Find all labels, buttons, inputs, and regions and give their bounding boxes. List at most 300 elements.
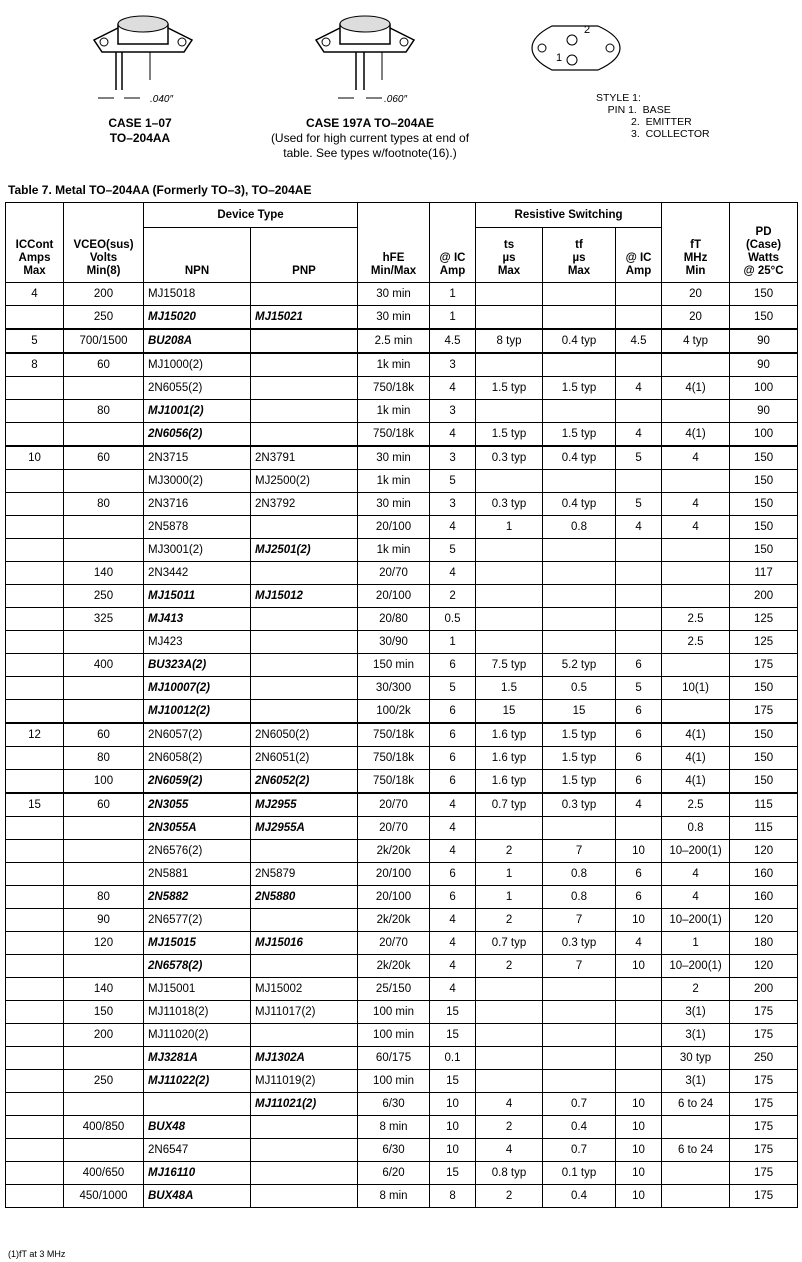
header-pd xyxy=(730,203,798,283)
cell-ft xyxy=(662,654,730,677)
cell-vceo: 60 xyxy=(64,446,144,470)
cell-hfe: 1k min xyxy=(358,470,430,493)
cell-at-ic-2: 10 xyxy=(616,1093,662,1116)
cell-pnp xyxy=(251,562,358,585)
case1-caption xyxy=(80,116,200,146)
table-row xyxy=(6,909,798,932)
cell-ts: 0.8 typ xyxy=(476,1162,543,1185)
cell-pd: 150 xyxy=(730,723,798,747)
cell-ts xyxy=(476,1047,543,1070)
transistor-spec-table xyxy=(5,202,798,1208)
cell-ft: 3(1) xyxy=(662,1070,730,1093)
cell-ft xyxy=(662,353,730,377)
cell-at-ic-2 xyxy=(616,978,662,1001)
table-row xyxy=(6,932,798,955)
cell-hfe: 20/100 xyxy=(358,863,430,886)
cell-tf: 1.5 typ xyxy=(543,423,616,447)
cell-vceo: 200 xyxy=(64,283,144,306)
cell-hfe: 8 min xyxy=(358,1116,430,1139)
cell-ft: 4 xyxy=(662,446,730,470)
cell-tf xyxy=(543,585,616,608)
cell-npn: BU208A xyxy=(144,329,251,353)
cell-ic-cont: 12 xyxy=(6,723,64,747)
cell-pnp xyxy=(251,677,358,700)
cell-hfe: 25/150 xyxy=(358,978,430,1001)
cell-pnp: 2N5880 xyxy=(251,886,358,909)
cell-ic-cont xyxy=(6,909,64,932)
cell-tf: 0.5 xyxy=(543,677,616,700)
cell-pnp xyxy=(251,955,358,978)
cell-ic-cont xyxy=(6,516,64,539)
cell-pd: 125 xyxy=(730,631,798,654)
cell-ts: 8 typ xyxy=(476,329,543,353)
cell-ft: 1 xyxy=(662,932,730,955)
cell-npn: 2N3442 xyxy=(144,562,251,585)
cell-pd: 100 xyxy=(730,377,798,400)
cell-hfe: 20/100 xyxy=(358,516,430,539)
header-amp2-label: Amp xyxy=(625,265,652,277)
cell-npn: MJ3000(2) xyxy=(144,470,251,493)
cell-at-ic: 0.1 xyxy=(430,1047,476,1070)
cell-pd: 150 xyxy=(730,283,798,306)
header-vceo-label: VCEO(sus) xyxy=(73,239,134,251)
cell-at-ic-2 xyxy=(616,1001,662,1024)
cell-tf xyxy=(543,1070,616,1093)
cell-pd: 175 xyxy=(730,1001,798,1024)
cell-ic-cont xyxy=(6,400,64,423)
cell-at-ic: 4 xyxy=(430,840,476,863)
cell-hfe: 30/90 xyxy=(358,631,430,654)
header-vceo xyxy=(64,203,144,283)
table-row xyxy=(6,470,798,493)
cell-npn: 2N6578(2) xyxy=(144,955,251,978)
cell-ic-cont: 5 xyxy=(6,329,64,353)
cell-vceo: 200 xyxy=(64,1024,144,1047)
header-amp-label: Amp xyxy=(439,265,466,277)
cell-pd: 115 xyxy=(730,793,798,817)
case-197a-drawing xyxy=(310,10,420,106)
cell-pnp: MJ11021(2) xyxy=(251,1093,358,1116)
cell-at-ic-2: 6 xyxy=(616,700,662,724)
cell-ft: 4 xyxy=(662,493,730,516)
cell-pd: 150 xyxy=(730,516,798,539)
cell-ts: 2 xyxy=(476,1185,543,1208)
cell-pnp: 2N6050(2) xyxy=(251,723,358,747)
header-volts-label: Volts xyxy=(89,252,118,264)
cell-ft: 10–200(1) xyxy=(662,955,730,978)
cell-pd: 90 xyxy=(730,353,798,377)
cell-pd: 100 xyxy=(730,423,798,447)
table-row xyxy=(6,723,798,747)
cell-tf: 1.5 typ xyxy=(543,747,616,770)
cell-at-ic: 4 xyxy=(430,978,476,1001)
cell-at-ic: 4 xyxy=(430,817,476,840)
cell-ts xyxy=(476,562,543,585)
cell-ft: 4(1) xyxy=(662,770,730,794)
cell-at-ic: 0.5 xyxy=(430,608,476,631)
cell-tf xyxy=(543,608,616,631)
cell-ts: 2 xyxy=(476,1116,543,1139)
cell-at-ic: 1 xyxy=(430,283,476,306)
cell-pnp xyxy=(251,1024,358,1047)
table-header xyxy=(6,203,798,283)
style-line: 2. EMITTER xyxy=(596,116,692,128)
cell-npn: MJ413 xyxy=(144,608,251,631)
cell-vceo: 80 xyxy=(64,493,144,516)
cell-hfe: 2k/20k xyxy=(358,955,430,978)
cell-pd: 160 xyxy=(730,863,798,886)
header-amps-label: Amps xyxy=(18,252,51,264)
cell-ts xyxy=(476,1070,543,1093)
cell-ft: 2 xyxy=(662,978,730,1001)
cell-tf xyxy=(543,562,616,585)
cell-vceo: 140 xyxy=(64,978,144,1001)
table-row xyxy=(6,863,798,886)
cell-ic-cont xyxy=(6,306,64,330)
cell-at-ic-2 xyxy=(616,1070,662,1093)
cell-ts: 1.5 typ xyxy=(476,423,543,447)
cell-ic-cont xyxy=(6,770,64,794)
cell-npn: 2N3055 xyxy=(144,793,251,817)
cell-hfe: 20/70 xyxy=(358,562,430,585)
table-row xyxy=(6,840,798,863)
table-row xyxy=(6,700,798,724)
cell-pnp: MJ2501(2) xyxy=(251,539,358,562)
cell-vceo: 150 xyxy=(64,1001,144,1024)
cell-pnp xyxy=(251,1116,358,1139)
cell-ft: 3(1) xyxy=(662,1024,730,1047)
cell-pd: 200 xyxy=(730,585,798,608)
cell-hfe: 6/30 xyxy=(358,1139,430,1162)
table-row xyxy=(6,654,798,677)
cell-ft xyxy=(662,700,730,724)
table-row xyxy=(6,539,798,562)
cell-tf xyxy=(543,1001,616,1024)
cell-at-ic-2: 10 xyxy=(616,1162,662,1185)
header-hfe xyxy=(358,203,430,283)
header-min8-label: Min(8) xyxy=(86,265,121,277)
cell-hfe: 30 min xyxy=(358,283,430,306)
table-row xyxy=(6,446,798,470)
cell-ic-cont xyxy=(6,1024,64,1047)
cell-pd: 175 xyxy=(730,1162,798,1185)
style-line: PIN 1. BASE xyxy=(596,104,671,116)
cell-ts: 2 xyxy=(476,840,543,863)
cell-hfe: 20/100 xyxy=(358,886,430,909)
cell-at-ic: 4 xyxy=(430,955,476,978)
cell-pnp: MJ15002 xyxy=(251,978,358,1001)
cell-ft: 6 to 24 xyxy=(662,1139,730,1162)
cell-pnp xyxy=(251,608,358,631)
cell-npn: 2N6059(2) xyxy=(144,770,251,794)
cell-pd: 250 xyxy=(730,1047,798,1070)
cell-at-ic-2 xyxy=(616,400,662,423)
cell-ic-cont xyxy=(6,747,64,770)
cell-ft xyxy=(662,470,730,493)
header-ts xyxy=(476,228,543,283)
cell-vceo xyxy=(64,470,144,493)
cell-ic-cont xyxy=(6,840,64,863)
cell-vceo: 140 xyxy=(64,562,144,585)
table-row xyxy=(6,677,798,700)
case2-note-2: table. See types w/footnote(16).) xyxy=(283,146,457,160)
cell-npn: 2N6055(2) xyxy=(144,377,251,400)
cell-ft: 0.8 xyxy=(662,817,730,840)
cell-tf xyxy=(543,978,616,1001)
cell-npn: MJ15011 xyxy=(144,585,251,608)
cell-ft: 4(1) xyxy=(662,423,730,447)
cell-pnp: MJ15012 xyxy=(251,585,358,608)
cell-ic-cont xyxy=(6,654,64,677)
cell-at-ic-2 xyxy=(616,539,662,562)
cell-tf: 0.4 typ xyxy=(543,446,616,470)
cell-tf: 0.3 typ xyxy=(543,793,616,817)
cell-npn: MJ11018(2) xyxy=(144,1001,251,1024)
cell-pnp: MJ11017(2) xyxy=(251,1001,358,1024)
cell-ic-cont xyxy=(6,470,64,493)
cell-pd: 125 xyxy=(730,608,798,631)
table-row xyxy=(6,1047,798,1070)
cell-at-ic: 10 xyxy=(430,1116,476,1139)
cell-tf: 0.7 xyxy=(543,1093,616,1116)
cell-npn: 2N6058(2) xyxy=(144,747,251,770)
table-row xyxy=(6,306,798,330)
table-row xyxy=(6,1024,798,1047)
header-at-ic-label: @ IC xyxy=(439,252,466,264)
cell-ic-cont xyxy=(6,932,64,955)
cell-ic-cont xyxy=(6,1139,64,1162)
cell-hfe: 2.5 min xyxy=(358,329,430,353)
cell-npn: 2N6547 xyxy=(144,1139,251,1162)
cell-hfe: 6/20 xyxy=(358,1162,430,1185)
cell-ft xyxy=(662,585,730,608)
cell-hfe: 2k/20k xyxy=(358,840,430,863)
cell-at-ic-2: 6 xyxy=(616,770,662,794)
cell-ft: 3(1) xyxy=(662,1001,730,1024)
cell-tf: 7 xyxy=(543,909,616,932)
cell-pnp: MJ2500(2) xyxy=(251,470,358,493)
cell-ic-cont xyxy=(6,562,64,585)
cell-at-ic: 4 xyxy=(430,377,476,400)
cell-pd: 150 xyxy=(730,677,798,700)
cell-vceo xyxy=(64,631,144,654)
table-row xyxy=(6,585,798,608)
cell-tf xyxy=(543,1024,616,1047)
cell-vceo xyxy=(64,700,144,724)
cell-at-ic: 5 xyxy=(430,677,476,700)
cell-vceo xyxy=(64,539,144,562)
cell-pnp: MJ1302A xyxy=(251,1047,358,1070)
cell-at-ic: 3 xyxy=(430,353,476,377)
cell-at-ic: 5 xyxy=(430,539,476,562)
cell-pd: 150 xyxy=(730,493,798,516)
cell-ft xyxy=(662,1185,730,1208)
cell-hfe: 20/80 xyxy=(358,608,430,631)
cell-ts xyxy=(476,470,543,493)
cell-vceo: 450/1000 xyxy=(64,1185,144,1208)
cell-at-ic-2 xyxy=(616,1047,662,1070)
table-row xyxy=(6,283,798,306)
cell-pnp: MJ15021 xyxy=(251,306,358,330)
cell-at-ic-2: 10 xyxy=(616,909,662,932)
cell-ic-cont: 15 xyxy=(6,793,64,817)
table-row xyxy=(6,1001,798,1024)
cell-pnp xyxy=(251,654,358,677)
cell-tf: 5.2 typ xyxy=(543,654,616,677)
pin-label-1: 1 xyxy=(556,52,563,64)
cell-vceo xyxy=(64,817,144,840)
cell-pnp: 2N6052(2) xyxy=(251,770,358,794)
table-row xyxy=(6,329,798,353)
cell-at-ic: 4 xyxy=(430,793,476,817)
cell-pnp: MJ15016 xyxy=(251,932,358,955)
cell-npn: MJ10007(2) xyxy=(144,677,251,700)
cell-ic-cont: 10 xyxy=(6,446,64,470)
cell-ft: 4 xyxy=(662,886,730,909)
cell-npn: BU323A(2) xyxy=(144,654,251,677)
cell-vceo: 80 xyxy=(64,747,144,770)
header-ft-label: fT xyxy=(690,239,701,251)
cell-tf: 0.1 typ xyxy=(543,1162,616,1185)
table-row xyxy=(6,400,798,423)
cell-ts: 1.6 typ xyxy=(476,723,543,747)
cell-npn: 2N6056(2) xyxy=(144,423,251,447)
cell-npn: MJ10012(2) xyxy=(144,700,251,724)
cell-vceo xyxy=(64,677,144,700)
cell-vceo: 400/850 xyxy=(64,1116,144,1139)
cell-npn: BUX48A xyxy=(144,1185,251,1208)
cell-at-ic-2: 4 xyxy=(616,516,662,539)
cell-ic-cont xyxy=(6,1185,64,1208)
cell-pd: 150 xyxy=(730,306,798,330)
cell-vceo: 250 xyxy=(64,1070,144,1093)
cell-tf: 1.5 typ xyxy=(543,723,616,747)
cell-npn: MJ11022(2) xyxy=(144,1070,251,1093)
cell-ic-cont: 8 xyxy=(6,353,64,377)
cell-at-ic-2 xyxy=(616,470,662,493)
cell-pd: 160 xyxy=(730,886,798,909)
cell-hfe: 100 min xyxy=(358,1024,430,1047)
table-row xyxy=(6,886,798,909)
header-hfe-label: hFE xyxy=(382,252,405,264)
table-row xyxy=(6,955,798,978)
cell-tf: 0.7 xyxy=(543,1139,616,1162)
cell-pd: 175 xyxy=(730,1093,798,1116)
cell-pd: 175 xyxy=(730,654,798,677)
header-device-type: Device Type xyxy=(144,203,358,228)
cell-ts: 4 xyxy=(476,1139,543,1162)
cell-pd: 120 xyxy=(730,955,798,978)
cell-ts: 0.7 typ xyxy=(476,793,543,817)
header-ic-cont-label: ICCont xyxy=(15,239,54,251)
cell-pd: 180 xyxy=(730,932,798,955)
cell-ts xyxy=(476,1024,543,1047)
cell-at-ic-2: 10 xyxy=(616,1116,662,1139)
cell-ts: 1.5 typ xyxy=(476,377,543,400)
cell-hfe: 750/18k xyxy=(358,723,430,747)
table-row xyxy=(6,493,798,516)
cell-at-ic-2: 6 xyxy=(616,886,662,909)
cell-ic-cont xyxy=(6,1116,64,1139)
cell-ts: 15 xyxy=(476,700,543,724)
cell-vceo xyxy=(64,863,144,886)
table-row xyxy=(6,793,798,817)
cell-hfe: 20/70 xyxy=(358,793,430,817)
cell-pd: 150 xyxy=(730,747,798,770)
cell-at-ic-2 xyxy=(616,283,662,306)
cell-ic-cont xyxy=(6,423,64,447)
cell-at-ic: 6 xyxy=(430,723,476,747)
cell-ts xyxy=(476,585,543,608)
case2-note-1: (Used for high current types at end of xyxy=(270,131,470,145)
cell-hfe: 20/70 xyxy=(358,932,430,955)
cell-ft: 4(1) xyxy=(662,377,730,400)
cell-pnp: 2N3792 xyxy=(251,493,358,516)
cell-ic-cont xyxy=(6,677,64,700)
cell-hfe: 100 min xyxy=(358,1001,430,1024)
cell-pd: 150 xyxy=(730,539,798,562)
cell-pd: 115 xyxy=(730,817,798,840)
header-ft-min-label: Min xyxy=(685,265,706,277)
header-at-ic-2 xyxy=(616,228,662,283)
table-row xyxy=(6,377,798,400)
cell-npn: 2N3716 xyxy=(144,493,251,516)
cell-vceo: 250 xyxy=(64,585,144,608)
cell-at-ic-2: 6 xyxy=(616,863,662,886)
cell-tf: 0.4 typ xyxy=(543,329,616,353)
cell-at-ic-2: 4 xyxy=(616,793,662,817)
cell-at-ic-2: 10 xyxy=(616,840,662,863)
cell-at-ic-2 xyxy=(616,1024,662,1047)
cell-ft xyxy=(662,539,730,562)
cell-tf xyxy=(543,470,616,493)
header-at-ic xyxy=(430,203,476,283)
cell-vceo: 400 xyxy=(64,654,144,677)
case1-subtitle: TO–204AA xyxy=(109,131,171,145)
cell-at-ic: 6 xyxy=(430,886,476,909)
header-at-ic2-label: @ IC xyxy=(625,252,652,264)
cell-pnp xyxy=(251,840,358,863)
cell-at-ic: 8 xyxy=(430,1185,476,1208)
cell-pd: 175 xyxy=(730,1116,798,1139)
cell-ft: 30 typ xyxy=(662,1047,730,1070)
cell-ft: 4(1) xyxy=(662,747,730,770)
cell-hfe: 750/18k xyxy=(358,770,430,794)
cell-vceo xyxy=(64,955,144,978)
cell-npn xyxy=(144,1093,251,1116)
cell-npn: MJ1000(2) xyxy=(144,353,251,377)
cell-ic-cont xyxy=(6,585,64,608)
header-ts-us-label: µs xyxy=(502,252,516,264)
cell-pd: 150 xyxy=(730,470,798,493)
cell-hfe: 30 min xyxy=(358,493,430,516)
cell-ft: 4 xyxy=(662,516,730,539)
cell-vceo: 60 xyxy=(64,723,144,747)
cell-at-ic-2: 5 xyxy=(616,446,662,470)
cell-hfe: 1k min xyxy=(358,353,430,377)
cell-hfe: 750/18k xyxy=(358,423,430,447)
case2-dimension: .060″ xyxy=(384,94,408,105)
cell-at-ic-2 xyxy=(616,817,662,840)
cell-at-ic: 3 xyxy=(430,446,476,470)
cell-hfe: 150 min xyxy=(358,654,430,677)
cell-ic-cont xyxy=(6,1001,64,1024)
cell-pd: 175 xyxy=(730,1185,798,1208)
cell-at-ic-2: 6 xyxy=(616,723,662,747)
cell-vceo xyxy=(64,377,144,400)
cell-pd: 90 xyxy=(730,400,798,423)
cell-ic-cont xyxy=(6,631,64,654)
